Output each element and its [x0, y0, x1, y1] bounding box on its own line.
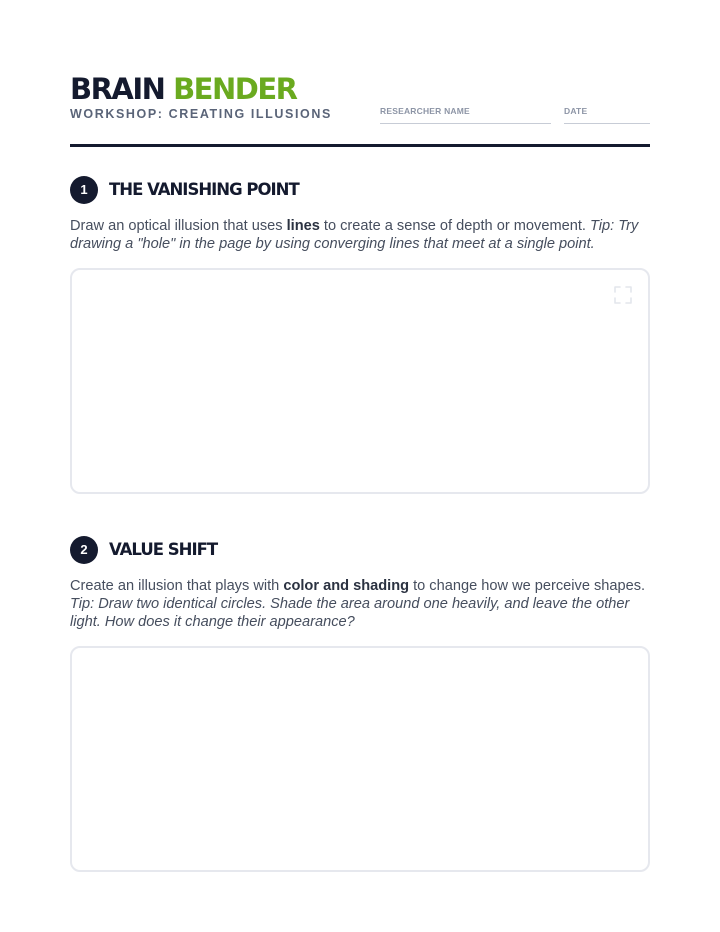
section-number-badge: 1 [70, 176, 98, 204]
instructions-text: Create an illusion that plays with [70, 578, 284, 594]
date-field[interactable] [564, 106, 650, 124]
workshop-subtitle: WORKSHOP: CREATING ILLUSIONS [70, 107, 332, 121]
brand-logo [70, 72, 296, 106]
instructions-tip: Tip: Try drawing a "hole" in the page by using converging lines that meet at a single point. [70, 218, 639, 252]
section-vanishing-point [70, 176, 650, 254]
drawing-area[interactable] [70, 268, 650, 494]
section-number-badge: 2 [70, 536, 98, 564]
instructions-emphasis: color and shading [283, 578, 410, 594]
instructions-tip: Tip: Draw two identical circles. Shade the area around one heavily, and leave the other light. How does it change their appearance? [70, 595, 630, 630]
section-heading [70, 536, 650, 564]
drawing-area[interactable] [70, 646, 650, 872]
brand-word-brain: BRAIN [70, 72, 165, 106]
instructions-text: Draw an optical illusion that uses [70, 218, 287, 234]
instructions-text-continued: to create a sense of depth or movement. [319, 218, 590, 234]
section-instructions [70, 218, 650, 254]
instructions-text-continued: to change how we perceive shapes. [409, 578, 646, 594]
section-value-shift [70, 536, 650, 631]
worksheet-header [70, 70, 650, 150]
section-heading [70, 176, 650, 204]
researcher-name-field[interactable] [380, 106, 551, 124]
researcher-name-label: RESEARCHER NAME [380, 106, 470, 116]
header-divider [70, 144, 650, 147]
brand-word-bender: BENDER [173, 72, 297, 106]
instructions-emphasis: lines [286, 218, 320, 234]
expand-icon[interactable] [614, 286, 632, 304]
section-title: VALUE SHIFT [109, 540, 218, 559]
date-label: DATE [564, 106, 588, 116]
section-title: THE VANISHING POINT [109, 180, 299, 199]
section-instructions [70, 578, 650, 631]
